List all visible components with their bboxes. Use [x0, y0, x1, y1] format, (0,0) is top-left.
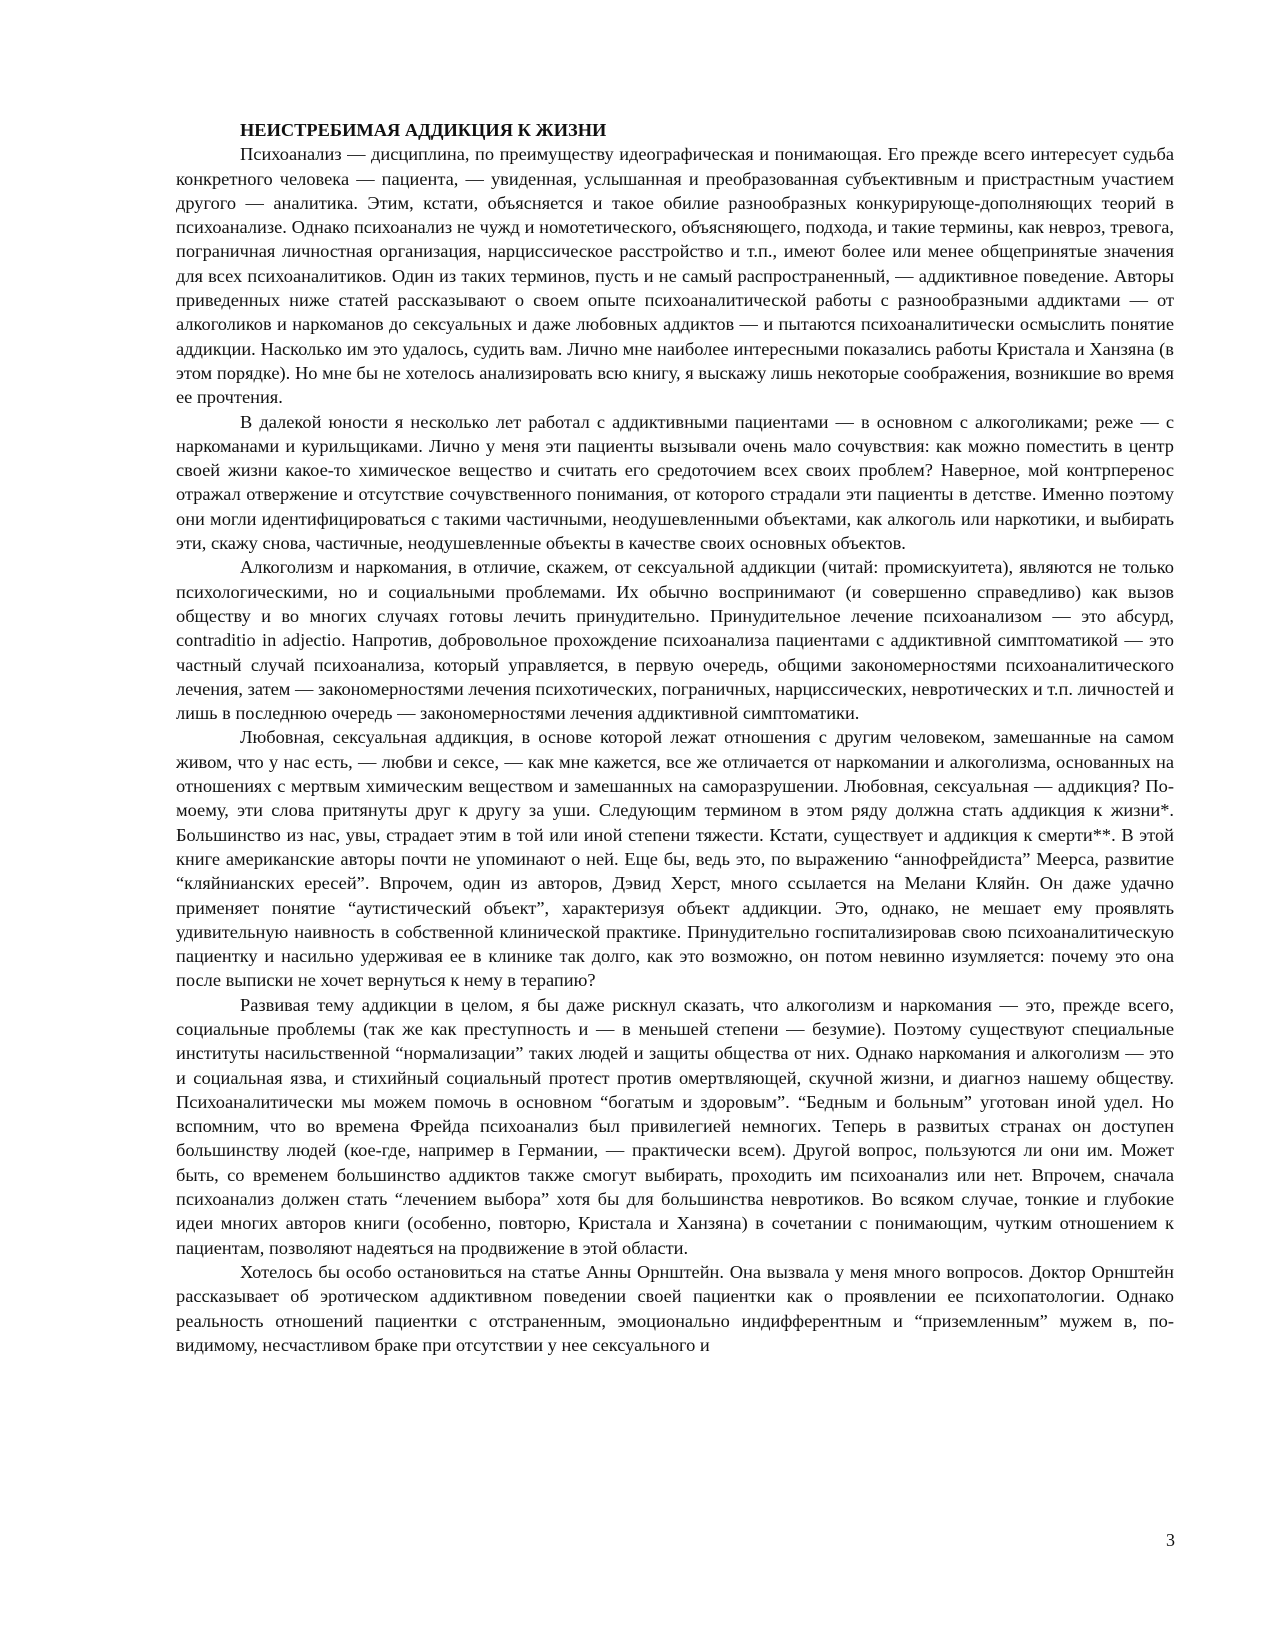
paragraph-1: Психоанализ — дисциплина, по преимуществу идеографическая и понимающая. Его прежде всего интересует судьба конкретного человека — пациента, — увиденная, услышанная и преобразованная субъективным и пристрастным участием другого — аналитика. Этим, кстати, объясняется и такое обилие разнообразных конкурирующе-дополняющих теорий в психоанализе. Однако психоанализ не чужд и номотетического, объясняющего, подхода, и такие термины, как невроз, тревога, пограничная личностная организация, нарциссическое расстройство и т.п., имеют более или менее общепринятые значения для всех психоаналитиков. Один из таких терминов, пусть и не самый распространенный, — аддиктивное поведение. Авторы приведенных ниже статей рассказывают о своем опыте психоаналитической работы с разнообразными аддиктами — от алкоголиков и наркоманов до сексуальных и даже любовных аддиктов — и пытаются психоаналитически осмыслить понятие аддикции. Насколько им это удалось, судить вам. Лично мне наиболее интересными показались работы Кристала и Ханзяна (в этом порядке). Но мне бы не хотелось анализировать всю книгу, я выскажу лишь некоторые соображения, возникшие во время ее прочтения.	[176, 144, 1174, 408]
paragraph-6: Хотелось бы особо остановиться на статье Анны Орнштейн. Она вызвала у меня много вопросов. Доктор Орнштейн рассказывает об эротическом аддиктивном поведении своей пациентки как о проявлении ее психопатологии. Однако реальность отношений пациентки с отстраненным, эмоционально индифферентным и “приземленным” мужем в, по-видимому, несчастливом браке при отсутствии у нее сексуального и	[176, 1261, 1174, 1355]
paragraph-2: В далекой юности я несколько лет работал с аддиктивными пациентами — в основном с алкоголиками; реже — с наркоманами и курильщиками. Лично у меня эти пациенты вызывали очень мало сочувствия: как можно поместить в центр своей жизни какое-то химическое вещество и считать его средоточием всех своих проблем? Наверное, мой контрперенос отражал отвержение и отсутствие сочувственного понимания, от которого страдали эти пациенты в детстве. Именно поэтому они могли идентифицироваться с такими частичными, неодушевленными объектами, как алкоголь или наркотики, и выбирать эти, скажу снова, частичные, неодушевленные объекты в качестве своих основных объектов.	[176, 411, 1174, 554]
article-title: НЕИСТРЕБИМАЯ АДДИКЦИЯ К ЖИЗНИ	[240, 120, 607, 140]
article-body	[176, 118, 1174, 1357]
paragraph-5: Развивая тему аддикции в целом, я бы даже рискнул сказать, что алкоголизм и наркомания — это, прежде всего, социальные проблемы (так же как преступность и — в меньшей степени — безумие). Поэтому существуют специальные институты насильственной “нормализации” таких людей и защиты общества от них. Однако наркомания и алкоголизм — это и социальная язва, и стихийный социальный протест против омертвляющей, скучной жизни, и диагноз нашему обществу. Психоаналитически мы можем помочь в основном “богатым и здоровым”. “Бедным и больным” уготован иной удел. Но вспомним, что во времена Фрейда психоанализ был привилегией немногих. Теперь в развитых странах он доступен большинству людей (кое-где, например в Германии, — практически всем). Другой вопрос, пользуются ли они им. Может быть, со временем большинство аддиктов также смогут выбирать, проходить им психоанализ или нет. Впрочем, сначала психоанализ должен стать “лечением выбора” хотя бы для большинства невротиков. Во всяком случае, тонкие и глубокие идеи многих авторов книги (особенно, повторю, Кристала и Ханзяна) в сочетании с понимающим, чутким отношением к пациентам, позволяют надеяться на продвижение в этой области.	[176, 994, 1174, 1258]
page-number: 3	[1166, 1530, 1175, 1550]
paragraph-3: Алкоголизм и наркомания, в отличие, скажем, от сексуальной аддикции (читай: промискуитета), являются не только психологическими, но и социальными проблемами. Их обычно воспринимают (и совершенно справедливо) как вызов обществу и во многих случаях готовы лечить принудительно. Принудительное лечение психоанализом — это абсурд, contraditio in adjectio. Напротив, добровольное прохождение психоанализа пациентами с аддиктивной симптоматикой — это частный случай психоанализа, который управляется, в первую очередь, общими закономерностями психоаналитического лечения, затем — закономерностями лечения психотических, пограничных, нарциссических, невротических и т.п. личностей и лишь в последнюю очередь — закономерностями лечения аддиктивной симптоматики.	[176, 557, 1174, 724]
paragraph-4: Любовная, сексуальная аддикция, в основе которой лежат отношения с другим человеком, замешанные на самом живом, что у нас есть, — любви и сексе, — как мне кажется, все же отличается от наркомании и алкоголизма, основанных на отношениях с мертвым химическим веществом и замешанных на саморазрушении. Любовная, сексуальная — аддикция? По-моему, эти слова притянуты друг к другу за уши. Следующим термином в этом ряду должна стать аддикция к жизни*. Большинство из нас, увы, страдает этим в той или иной степени тяжести. Кстати, существует и аддикция к смерти**. В этой книге американские авторы почти не упоминают о ней. Еще бы, ведь это, по выражению “аннофрейдиста” Меерса, развитие “кляйнианских ересей”. Впрочем, один из авторов, Дэвид Херст, много ссылается на Мелани Кляйн. Он даже удачно применяет понятие “аутистический объект”, характеризуя объект аддикции. Это, однако, не мешает ему проявлять удивительную наивность в собственной клинической практике. Принудительно госпитализировав свою психоаналитическую пациентку и насильно удерживая ее в клинике так долго, как это возможно, он потом невинно изумляется: почему это она после выписки не хочет вернуться к нему в терапию?	[176, 727, 1174, 991]
